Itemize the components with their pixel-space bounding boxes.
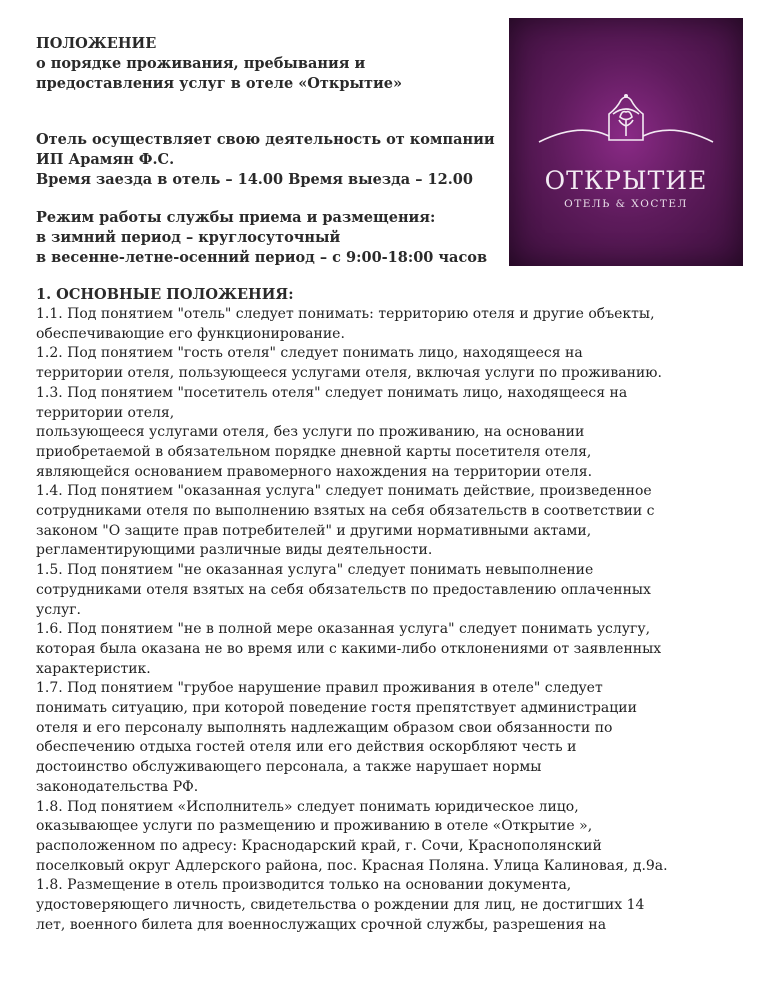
body-line: услуг. [36, 601, 81, 618]
reception-hours-line: Режим работы службы приема и размещения: [36, 209, 436, 226]
body-line: сотрудниками отеля по выполнению взятых на себя обязательств в соответствии с [36, 503, 655, 520]
body-line: 1.2. Под понятием "гость отеля" следует понимать лицо, находящееся на [36, 345, 583, 362]
body-line: территории отеля, [36, 404, 175, 421]
document-subtitle-line: о порядке проживания, пребывания и [36, 55, 366, 72]
body-line: приобретаемой в обязательном порядке дневной карты посетителя отеля, [36, 443, 592, 460]
body-line: 1.3. Под понятием "посетитель отеля" следует понимать лицо, находящееся на [36, 384, 628, 401]
body-line: 1.7. Под понятием "грубое нарушение правил проживания в отеле" следует [36, 680, 603, 697]
body-line: пользующееся услугами отеля, без услуги по проживанию, на основании [36, 424, 585, 441]
body-line: которая была оказана не во время или с какими-либо отклонениями от заявленных [36, 640, 662, 657]
crown-emblem-icon [509, 18, 743, 266]
body-line: обеспечению отдыха гостей отеля или его действия оскорбляют честь и [36, 739, 577, 756]
reception-hours-line: в весенне-летне-осенний период – с 9:00-18:00 часов [36, 249, 488, 266]
body-line: 1.5. Под понятием "не оказанная услуга" следует понимать невыполнение [36, 562, 594, 579]
hotel-logo-subtitle: ОТЕЛЬ & ХОСТЕЛ [564, 198, 688, 210]
body-line: отеля и его персоналу выполнять надлежащим образом свои обязанности по [36, 719, 613, 736]
hotel-logo [509, 18, 743, 266]
body-line: являющейся основанием правомерного нахождения на территории отеля. [36, 463, 593, 480]
body-line: понимать ситуацию, при которой поведение гостя препятствует администрации [36, 700, 637, 717]
document-heading [36, 34, 506, 94]
reception-hours [36, 208, 506, 268]
body-line: сотрудниками отеля взятых на себя обязательств по предоставлению оплаченных [36, 581, 651, 598]
body-line: законодательства РФ. [36, 778, 199, 795]
body-line: поселковый округ Адлерского района, пос. Красная Поляна. Улица Калиновая, д.9а. [36, 857, 668, 874]
section-title: 1. ОСНОВНЫЕ ПОЛОЖЕНИЯ: [36, 286, 294, 303]
checkin-times: Время заезда в отель – 14.00 Время выезда – 12.00 [36, 171, 473, 188]
body-line: лет, военного билета для военнослужащих срочной службы, разрешения на [36, 916, 607, 933]
body-line: 1.8. Под понятием «Исполнитель» следует понимать юридическое лицо, [36, 798, 579, 815]
body-line: 1.8. Размещение в отель производится только на основании документа, [36, 877, 572, 894]
body-line: территории отеля, пользующееся услугами отеля, включая услуги по проживанию. [36, 365, 662, 382]
body-line: законом "О защите прав потребителей" и другими нормативными актами, [36, 522, 592, 539]
body-line: оказывающее услуги по размещению и проживанию в отеле «Открытие », [36, 818, 593, 835]
body-line: 1.6. Под понятием "не в полной мере оказанная услуга" следует понимать услугу, [36, 621, 651, 638]
body-line: достоинство обслуживающего персонала, а также нарушает нормы [36, 759, 542, 776]
company-info [36, 130, 506, 190]
body-line: регламентирующими различные виды деятельности. [36, 542, 433, 559]
body-line: 1.1. Под понятием "отель" следует понимать: территорию отеля и другие объекты, [36, 306, 655, 322]
document-subtitle-line: предоставления услуг в отеле «Открытие» [36, 75, 403, 92]
body-line: удостоверяющего личность, свидетельства о рождении для лиц, не достигших 14 [36, 897, 645, 914]
document-title: ПОЛОЖЕНИЕ [36, 35, 157, 52]
body-line: обеспечивающие его функционирование. [36, 325, 345, 342]
company-info-line: ИП Арамян Ф.С. [36, 151, 175, 168]
section-body [36, 305, 736, 936]
body-line: характеристик. [36, 660, 151, 677]
body-line: 1.4. Под понятием "оказанная услуга" следует понимать действие, произведенное [36, 483, 652, 500]
reception-hours-line: в зимний период – круглосуточный [36, 229, 341, 246]
company-info-line: Отель осуществляет свою деятельность от компании [36, 131, 495, 148]
hotel-logo-name: ОТКРЫТИЕ [544, 166, 708, 195]
body-line: расположенном по адресу: Краснодарский край, г. Сочи, Краснополянский [36, 837, 602, 854]
